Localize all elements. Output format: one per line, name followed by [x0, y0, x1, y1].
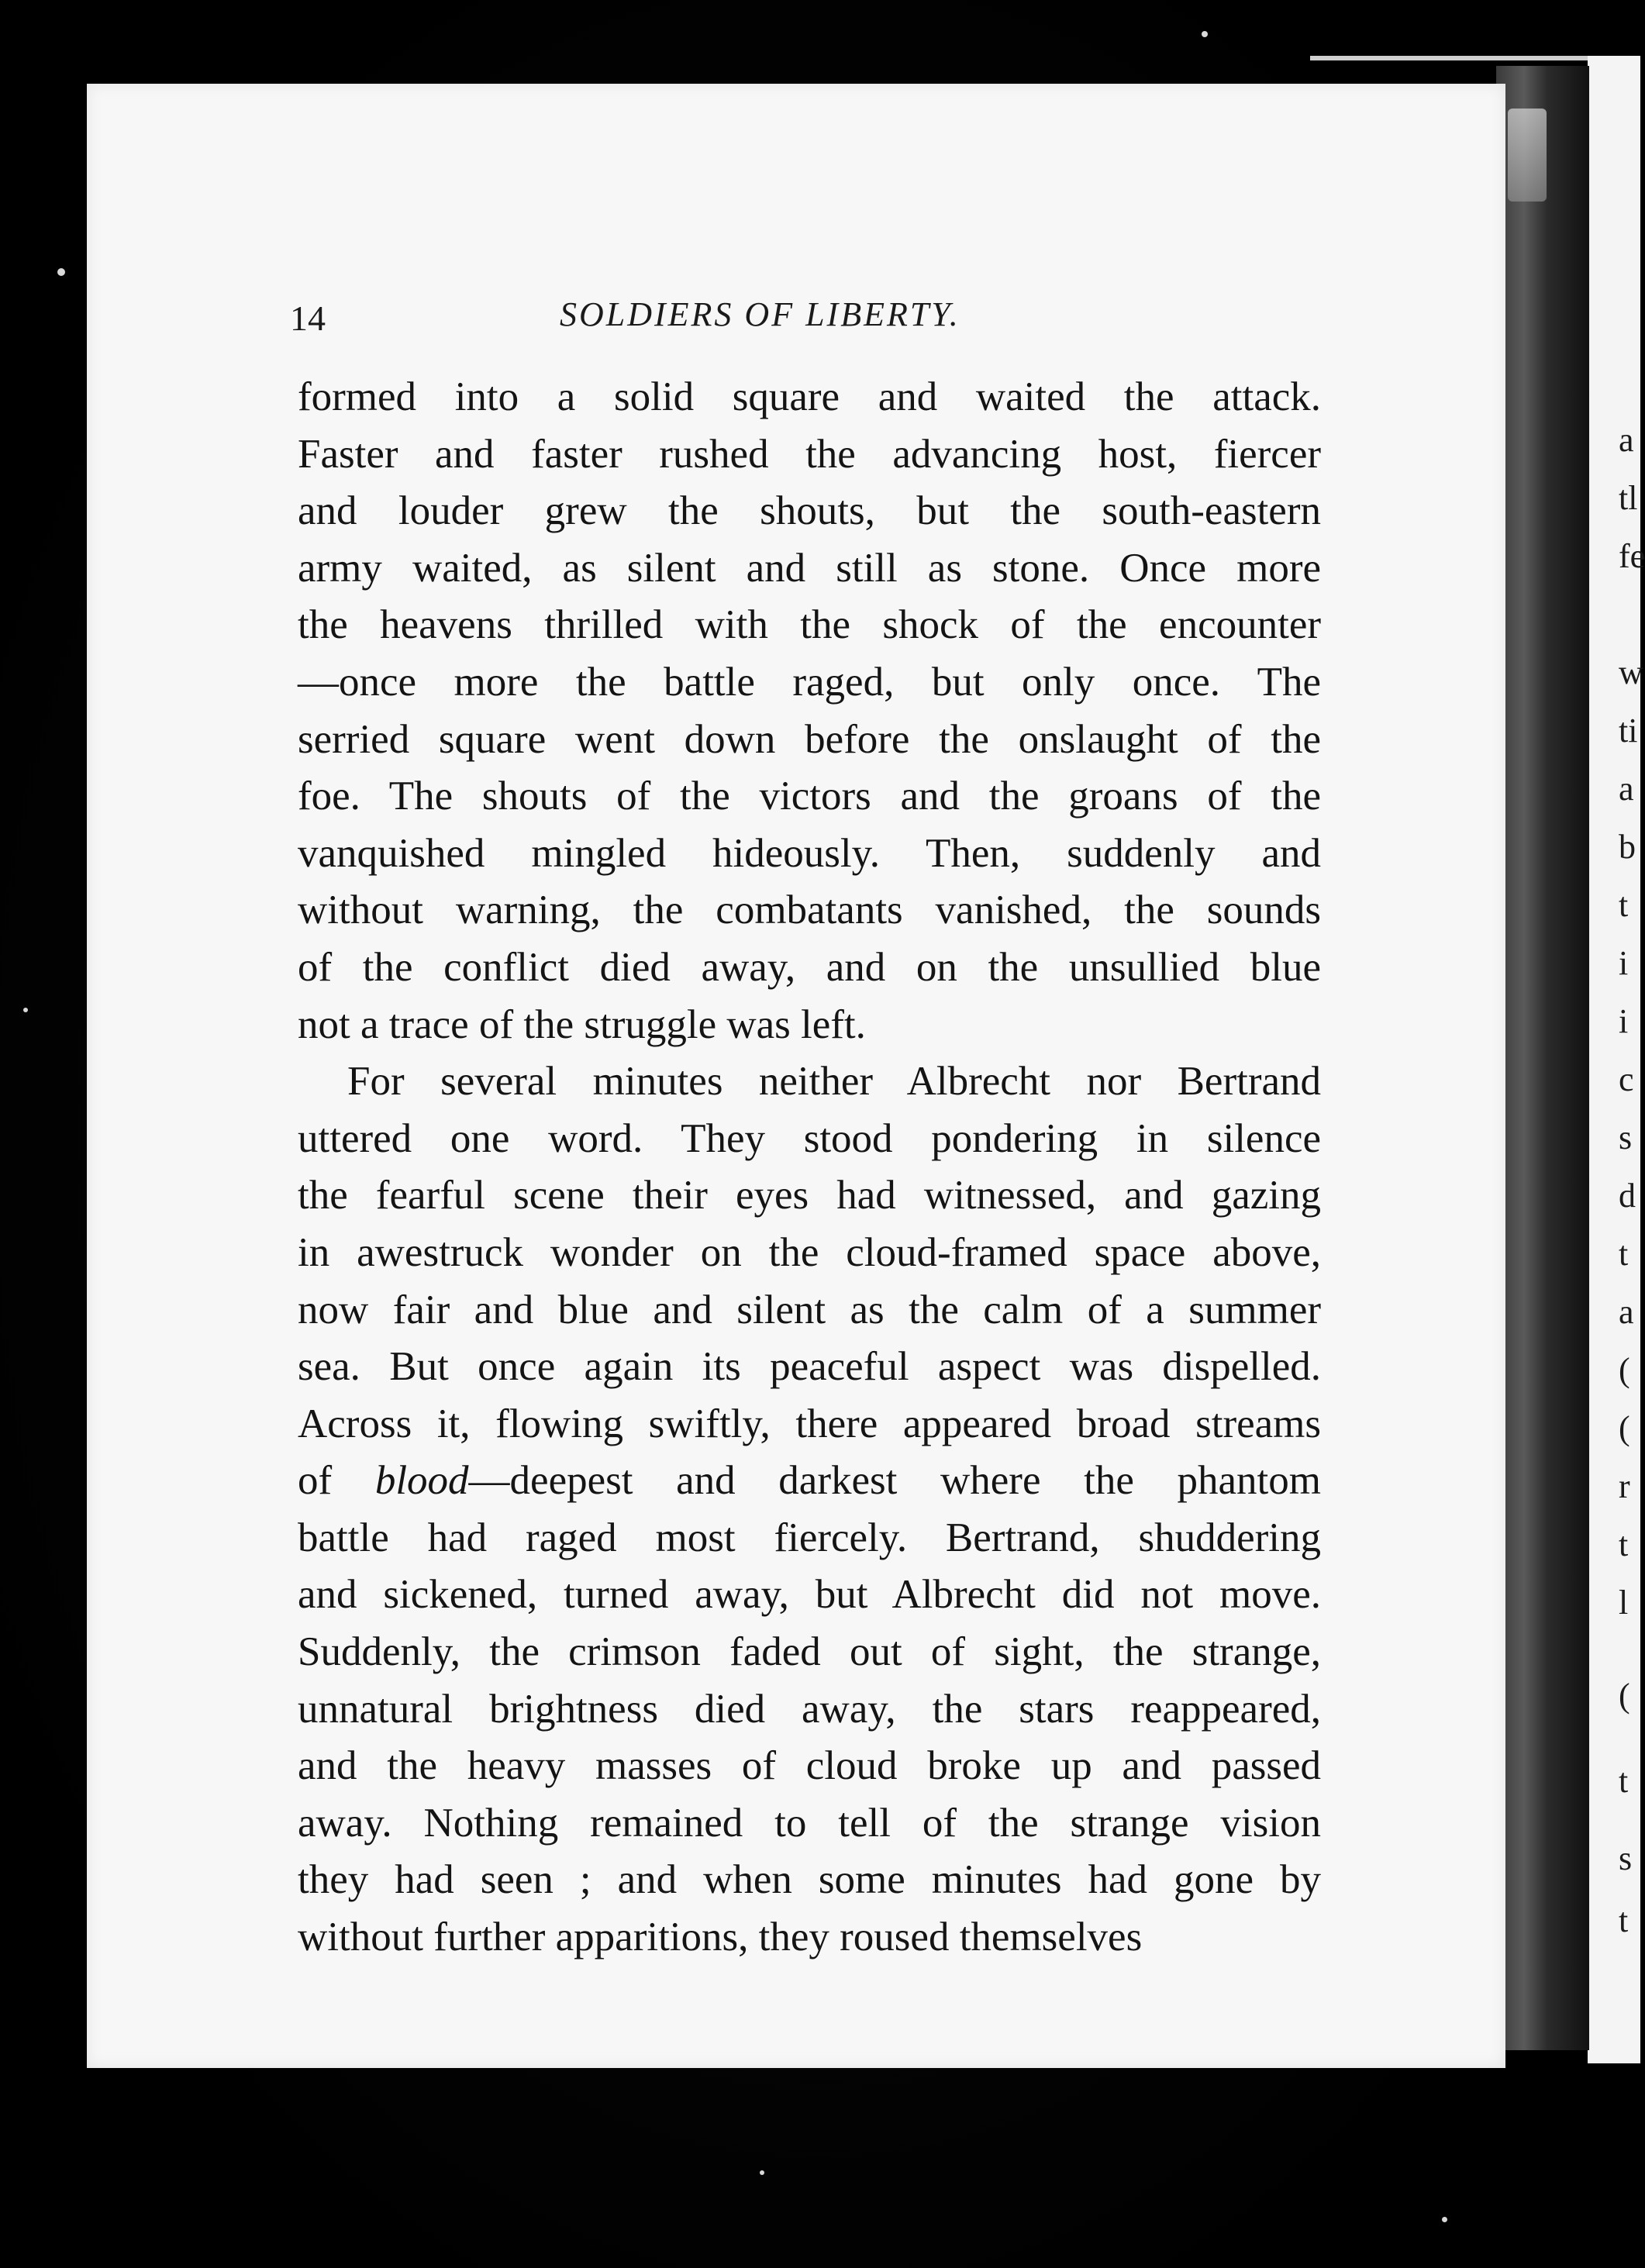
next-page-fragment: t: [1619, 1762, 1629, 1800]
spine-highlight: [1508, 109, 1547, 202]
dust-speck: [57, 268, 65, 276]
next-page-fragment: (: [1619, 1409, 1630, 1447]
next-page-fragment: tl: [1619, 479, 1638, 517]
text-line: and louder grew the shouts, but the south-eastern: [298, 488, 1321, 534]
text-line: [298, 1453, 1321, 1510]
running-head: SOLDIERS OF LIBERTY.: [560, 295, 960, 333]
dust-speck: [1202, 31, 1208, 37]
text-line: army waited, as silent and still as stone. Once more: [298, 545, 1321, 591]
next-page-fragment: t: [1619, 1525, 1629, 1563]
text-line: and the heavy masses of cloud broke up and passed: [298, 1743, 1321, 1789]
text-fragment: —deepest and darkest where the phantom: [468, 1458, 1321, 1504]
book-spine-shadow: [1496, 66, 1589, 2050]
text-line: unnatural brightness died away, the stars reappeared,: [298, 1686, 1321, 1732]
next-page-fragment: a: [1619, 1293, 1634, 1331]
next-page-edge: [1588, 56, 1645, 2063]
next-page-fragment: a: [1619, 770, 1634, 808]
text-line: of the conflict died away, and on the unsullied blue: [298, 944, 1321, 990]
dust-speck: [23, 1008, 28, 1012]
text-line: battle had raged most fiercely. Bertrand, shuddering: [298, 1515, 1321, 1560]
next-page-fragment: d: [1619, 1177, 1636, 1215]
next-page-fragment: c: [1619, 1060, 1634, 1098]
text-line: Suddenly, the crimson faded out of sight, the strange,: [298, 1629, 1321, 1675]
dust-speck: [1442, 2217, 1447, 2222]
next-page-fragment: fe: [1619, 537, 1645, 575]
next-page-fragment: (: [1619, 1677, 1630, 1715]
text-line: the heavens thrilled with the shock of the encounter: [298, 602, 1321, 648]
next-page-fragment: t: [1619, 1901, 1629, 1939]
text-line: Faster and faster rushed the advancing host, fiercer: [298, 431, 1321, 477]
next-page-fragment: i: [1619, 944, 1629, 982]
next-page-fragment: r: [1619, 1467, 1630, 1505]
page-number: 14: [290, 298, 326, 338]
text-line: in awestruck wonder on the cloud-framed space above,: [298, 1229, 1321, 1275]
next-page-fragment: b: [1619, 828, 1636, 866]
text-line: serried square went down before the onslaught of the: [298, 716, 1321, 762]
next-page-fragment: t: [1619, 1235, 1629, 1273]
text-line: and sickened, turned away, but Albrecht did not move.: [298, 1572, 1321, 1618]
next-page-fragment: ti: [1619, 712, 1638, 750]
next-page-fragment: a: [1619, 421, 1634, 459]
text-line: —once more the battle raged, but only once. The: [298, 659, 1321, 705]
text-line: uttered one word. They stood pondering in silence: [298, 1115, 1321, 1161]
text-fragment: of: [298, 1458, 375, 1504]
text-line: the fearful scene their eyes had witnessed, and gazing: [298, 1173, 1321, 1218]
dust-speck: [760, 2170, 764, 2175]
text-line: now fair and blue and silent as the calm of a summer: [298, 1287, 1321, 1332]
text-line: vanquished mingled hideously. Then, suddenly and: [298, 830, 1321, 876]
next-page-fragment: l: [1619, 1584, 1629, 1622]
text-line: formed into a solid square and waited the attack.: [298, 374, 1321, 419]
text-line: For several minutes neither Albrecht nor Bertrand: [347, 1059, 1321, 1105]
italic-word: blood: [374, 1458, 469, 1504]
next-page-fragment: s: [1619, 1839, 1633, 1877]
next-page-fragment: w: [1619, 653, 1643, 691]
text-line: without warning, the combatants vanished, the sounds: [298, 888, 1321, 933]
page-header: [290, 291, 1321, 346]
text-line: they had seen ; and when some minutes had gone by: [298, 1857, 1321, 1903]
text-line: not a trace of the struggle was left.: [298, 1001, 866, 1047]
text-line: foe. The shouts of the victors and the groans of the: [298, 774, 1321, 819]
next-page-fragment: s: [1619, 1118, 1633, 1156]
text-line: away. Nothing remained to tell of the strange vision: [298, 1800, 1321, 1846]
body-text: [298, 369, 1321, 1966]
next-page-fragment: i: [1619, 1002, 1629, 1040]
text-line: Across it, flowing swiftly, there appeared broad streams: [298, 1401, 1321, 1446]
text-line: sea. But once again its peaceful aspect was dispelled.: [298, 1344, 1321, 1390]
next-page-fragment: (: [1619, 1351, 1630, 1389]
next-page-fragment: t: [1619, 886, 1629, 924]
text-line: without further apparitions, they roused themselves: [298, 1915, 1143, 1960]
